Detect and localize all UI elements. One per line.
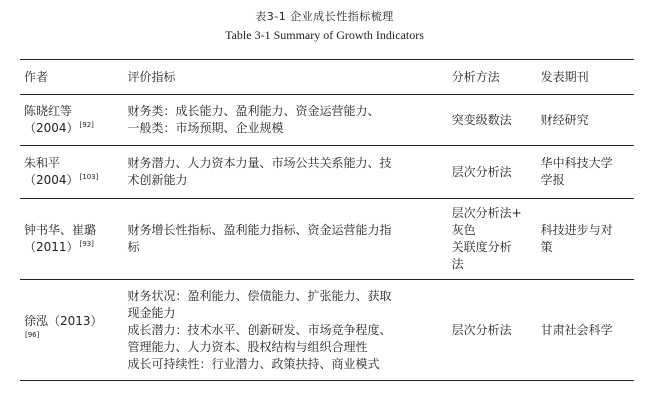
indicator-line: 一般类：市场预期、企业规模 [127, 121, 284, 135]
method-cell [448, 95, 537, 146]
method-line: 关联度分析 [451, 240, 512, 254]
journal-cell [537, 199, 634, 280]
journal-cell [537, 95, 634, 146]
reference-number: [96] [25, 331, 40, 339]
table-row [20, 146, 634, 199]
journal-line: 策 [540, 240, 553, 254]
indicator-line: 术创新能力 [127, 173, 188, 187]
header-indicators: 评价指标 [127, 69, 176, 84]
indicator-line: 成长可持续性：行业潜力、政策扶持、商业模式 [127, 356, 380, 371]
table-header-row [20, 60, 634, 95]
method-line: 层次分析法+ [451, 206, 522, 220]
reference-number: [92] [79, 121, 94, 129]
header-method: 分析方法 [451, 69, 500, 84]
table-caption-english: Table 3-1 Summary of Growth Indicators [225, 28, 424, 42]
journal-line: 华中科技大学 [540, 156, 613, 170]
indicators-cell [124, 146, 448, 199]
header-journal: 发表期刊 [540, 69, 589, 84]
journal-line: 科技进步与对 [540, 223, 613, 237]
author-cell [20, 280, 124, 381]
table-row [20, 199, 634, 280]
author-cell [20, 95, 124, 146]
journal-line: 学报 [540, 173, 565, 187]
method-cell [448, 280, 537, 381]
journal-cell [537, 146, 634, 199]
table-caption-chinese: 表3-1 企业成长性指标梳理 [255, 10, 394, 23]
indicator-line: 财务状况：盈利能力、偿债能力、扩张能力、获取 [127, 288, 392, 303]
author-name: 徐泓（2013） [24, 314, 103, 328]
journal-line: 甘肃社会科学 [540, 322, 613, 337]
method-cell [448, 199, 537, 280]
method-line: 突变级数法 [451, 112, 512, 127]
author-name: 朱和平 [24, 156, 61, 170]
indicator-line: 现金能力 [127, 305, 176, 320]
header-author: 作者 [24, 69, 49, 84]
method-line: 层次分析法 [451, 164, 512, 179]
indicator-line: 标 [127, 240, 140, 254]
journal-line: 财经研究 [540, 112, 589, 127]
indicators-cell [124, 280, 448, 381]
indicator-line: 财务潜力、人力资本力量、市场公共关系能力、技 [127, 156, 392, 170]
author-name: 陈晓红等 [24, 104, 73, 118]
author-year: （2004） [24, 121, 79, 135]
author-cell [20, 146, 124, 199]
author-year: （2004） [24, 173, 79, 187]
indicator-line: 管理能力、人力资本、股权结构与组织合理性 [127, 339, 368, 354]
method-line: 灰色 [451, 223, 476, 237]
table-row [20, 95, 634, 146]
indicators-cell [124, 95, 448, 146]
author-cell [20, 199, 124, 280]
growth-indicators-table [20, 59, 634, 381]
indicator-line: 财务增长性指标、盈利能力指标、资金运营能力指 [127, 223, 392, 237]
reference-number: [103] [79, 173, 99, 181]
table-row [20, 280, 634, 381]
method-line: 层次分析法 [451, 322, 512, 337]
journal-cell [537, 280, 634, 381]
author-name: 钟书华、崔璐 [24, 223, 97, 237]
reference-number: [93] [79, 240, 94, 248]
method-cell [448, 146, 537, 199]
author-year: （2011） [24, 240, 79, 254]
indicators-cell [124, 199, 448, 280]
method-line: 法 [451, 257, 464, 271]
indicator-line: 成长潜力：技术水平、创新研发、市场竞争程度、 [127, 322, 392, 337]
indicator-line: 财务类：成长能力、盈利能力、资金运营能力、 [127, 104, 380, 118]
